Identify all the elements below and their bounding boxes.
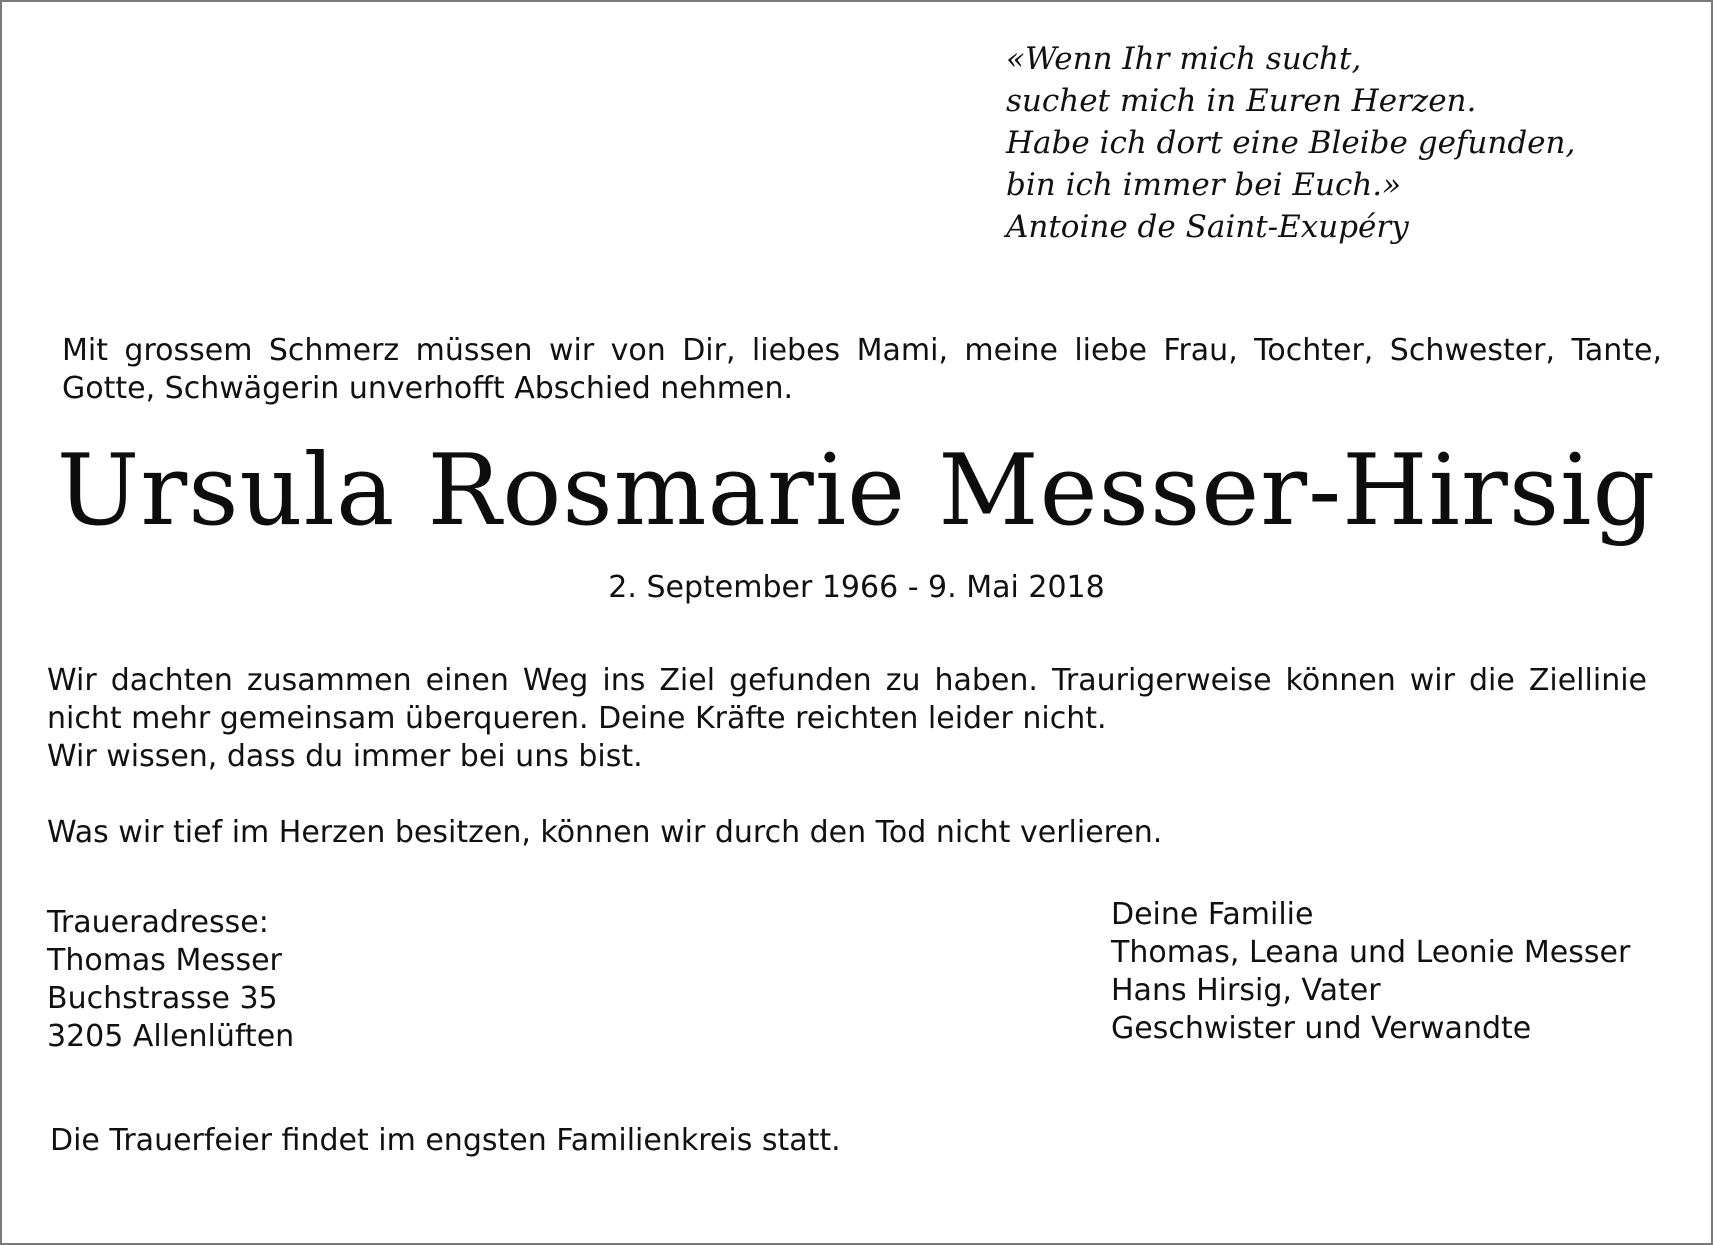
quote-line: Habe ich dort eine Bleibe gefunden, xyxy=(1006,125,1576,161)
family-line: Thomas, Leana und Leonie Messer xyxy=(1111,935,1631,970)
memorial-paragraph-line: Wir dachten zusammen einen Weg ins Ziel gefunden zu haben. Traurigerweise können wir die Ziellinie nicht mehr gemeinsam überqueren. Deine Kräfte reichten leider nicht. xyxy=(47,663,1647,736)
address-city: 3205 Allenlüften xyxy=(47,1019,295,1054)
ceremony-note: Die Trauerfeier findet im engsten Familienkreis statt. xyxy=(50,1123,841,1158)
family-line: Hans Hirsig, Vater xyxy=(1111,973,1381,1008)
mourning-address xyxy=(47,904,294,1056)
closing-sentence: Was wir tief im Herzen besitzen, können wir durch den Tod nicht verlieren. xyxy=(47,815,1163,850)
family-line: Geschwister und Verwandte xyxy=(1111,1011,1532,1046)
family-signature xyxy=(1111,896,1630,1048)
address-name: Thomas Messer xyxy=(47,943,282,978)
intro-text: Mit grossem Schmerz müssen wir von Dir, liebes Mami, meine liebe Frau, Tochter, Schwester, Tante, Gotte, Schwägerin unverhofft Abschied nehmen. xyxy=(62,333,1662,406)
quote-line: «Wenn Ihr mich sucht, xyxy=(1006,41,1362,77)
address-label: Traueradresse: xyxy=(47,905,269,940)
deceased-name: Ursula Rosmarie Messer-Hirsig xyxy=(56,434,1657,548)
quote-block xyxy=(1006,38,1575,248)
quote-author: Antoine de Saint-Exupéry xyxy=(1006,209,1409,245)
memorial-paragraph-line: Wir wissen, dass du immer bei uns bist. xyxy=(47,739,643,774)
quote-line: suchet mich in Euren Herzen. xyxy=(1006,83,1477,119)
life-dates: 2. September 1966 - 9. Mai 2018 xyxy=(608,570,1105,605)
memorial-paragraph xyxy=(47,662,1647,776)
quote-line: bin ich immer bei Euch.» xyxy=(1006,167,1402,203)
address-street: Buchstrasse 35 xyxy=(47,981,278,1016)
family-line: Deine Familie xyxy=(1111,897,1314,932)
